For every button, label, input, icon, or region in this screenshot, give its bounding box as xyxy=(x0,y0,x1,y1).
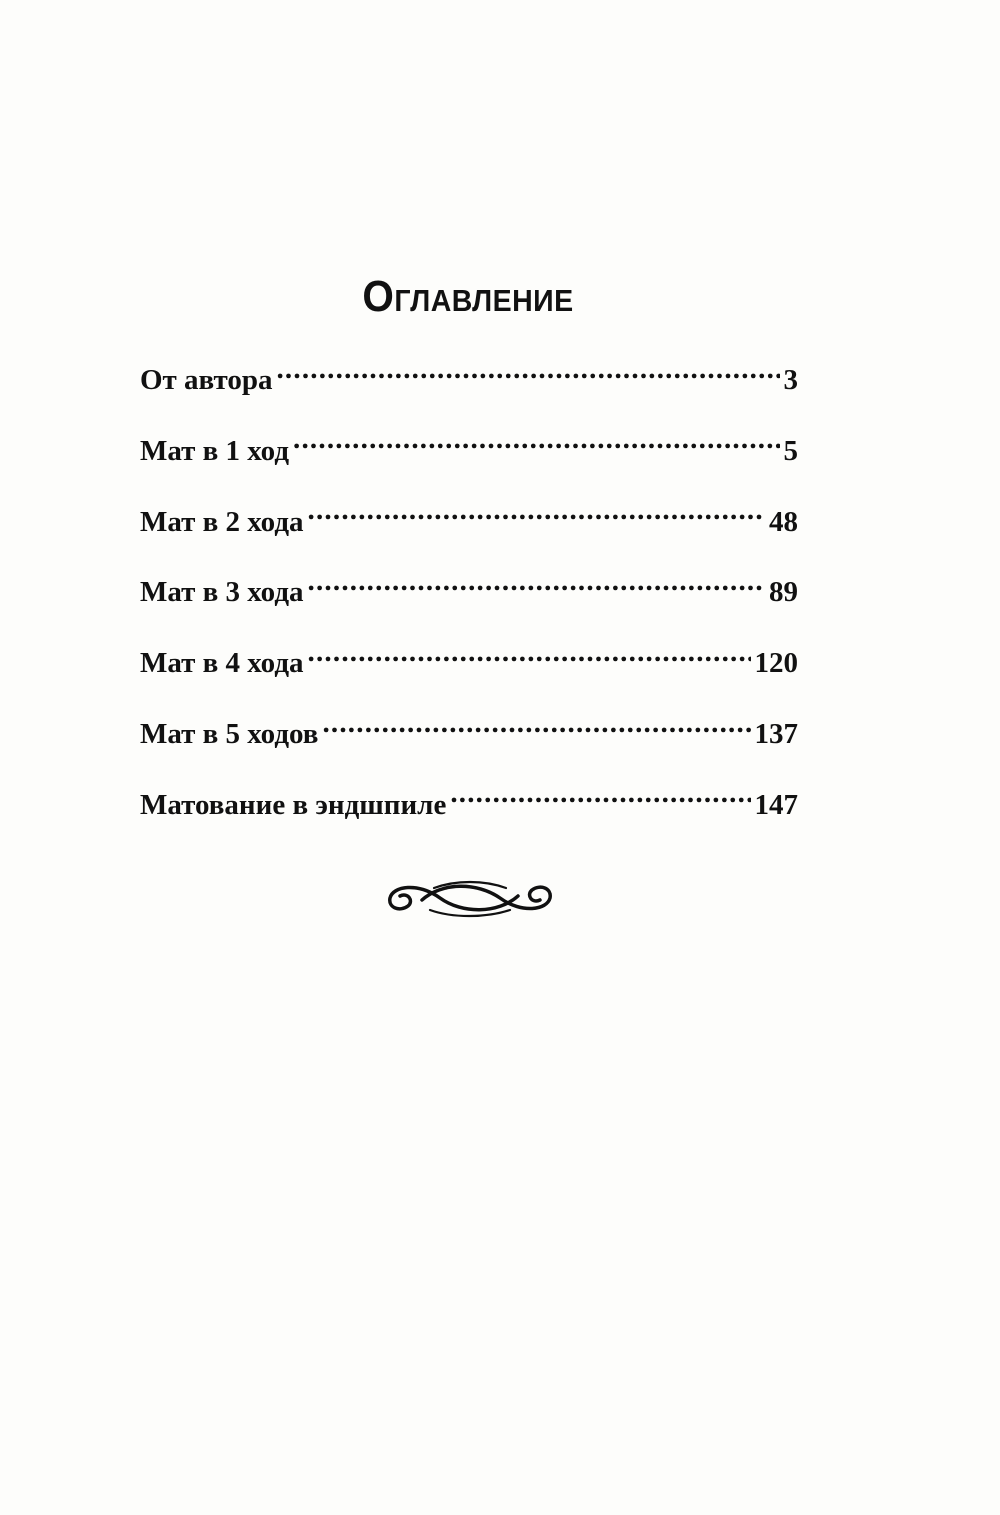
toc-entry-page: 89 xyxy=(769,576,798,609)
toc-entry xyxy=(140,714,798,785)
toc-leader-dots xyxy=(322,714,750,743)
toc-entry xyxy=(140,431,798,502)
toc-entry-label: Мат в 2 хода xyxy=(140,505,304,538)
toc-entry-label: Мат в 3 хода xyxy=(140,576,304,609)
flourish-divider-icon xyxy=(382,872,558,924)
table-of-contents xyxy=(140,360,798,856)
toc-leader-dots xyxy=(308,643,751,672)
toc-leader-dots xyxy=(450,785,750,814)
toc-entry-page: 48 xyxy=(769,505,798,538)
toc-entry xyxy=(140,785,798,856)
toc-entry-page: 137 xyxy=(754,717,798,750)
toc-leader-dots xyxy=(276,360,779,389)
toc-entry-page: 5 xyxy=(783,434,798,467)
toc-entry-label: Мат в 4 хода xyxy=(140,647,304,680)
toc-entry-page: 120 xyxy=(754,647,798,680)
page-title: Оглавление xyxy=(362,272,574,321)
toc-entry-label: Мат в 1 ход xyxy=(140,434,290,467)
toc-entry-label: Мат в 5 ходов xyxy=(140,717,319,750)
toc-entry xyxy=(140,360,798,431)
toc-entry-page: 147 xyxy=(754,788,798,821)
toc-entry-page: 3 xyxy=(783,364,798,396)
toc-entry xyxy=(140,502,798,573)
toc-entry xyxy=(140,643,798,714)
toc-leader-dots xyxy=(293,431,779,460)
toc-entry xyxy=(140,572,798,643)
toc-leader-dots xyxy=(308,572,765,601)
toc-entry-label: Матование в эндшпиле xyxy=(140,788,447,821)
toc-leader-dots xyxy=(308,502,765,531)
toc-entry-label: От автора xyxy=(140,364,273,396)
